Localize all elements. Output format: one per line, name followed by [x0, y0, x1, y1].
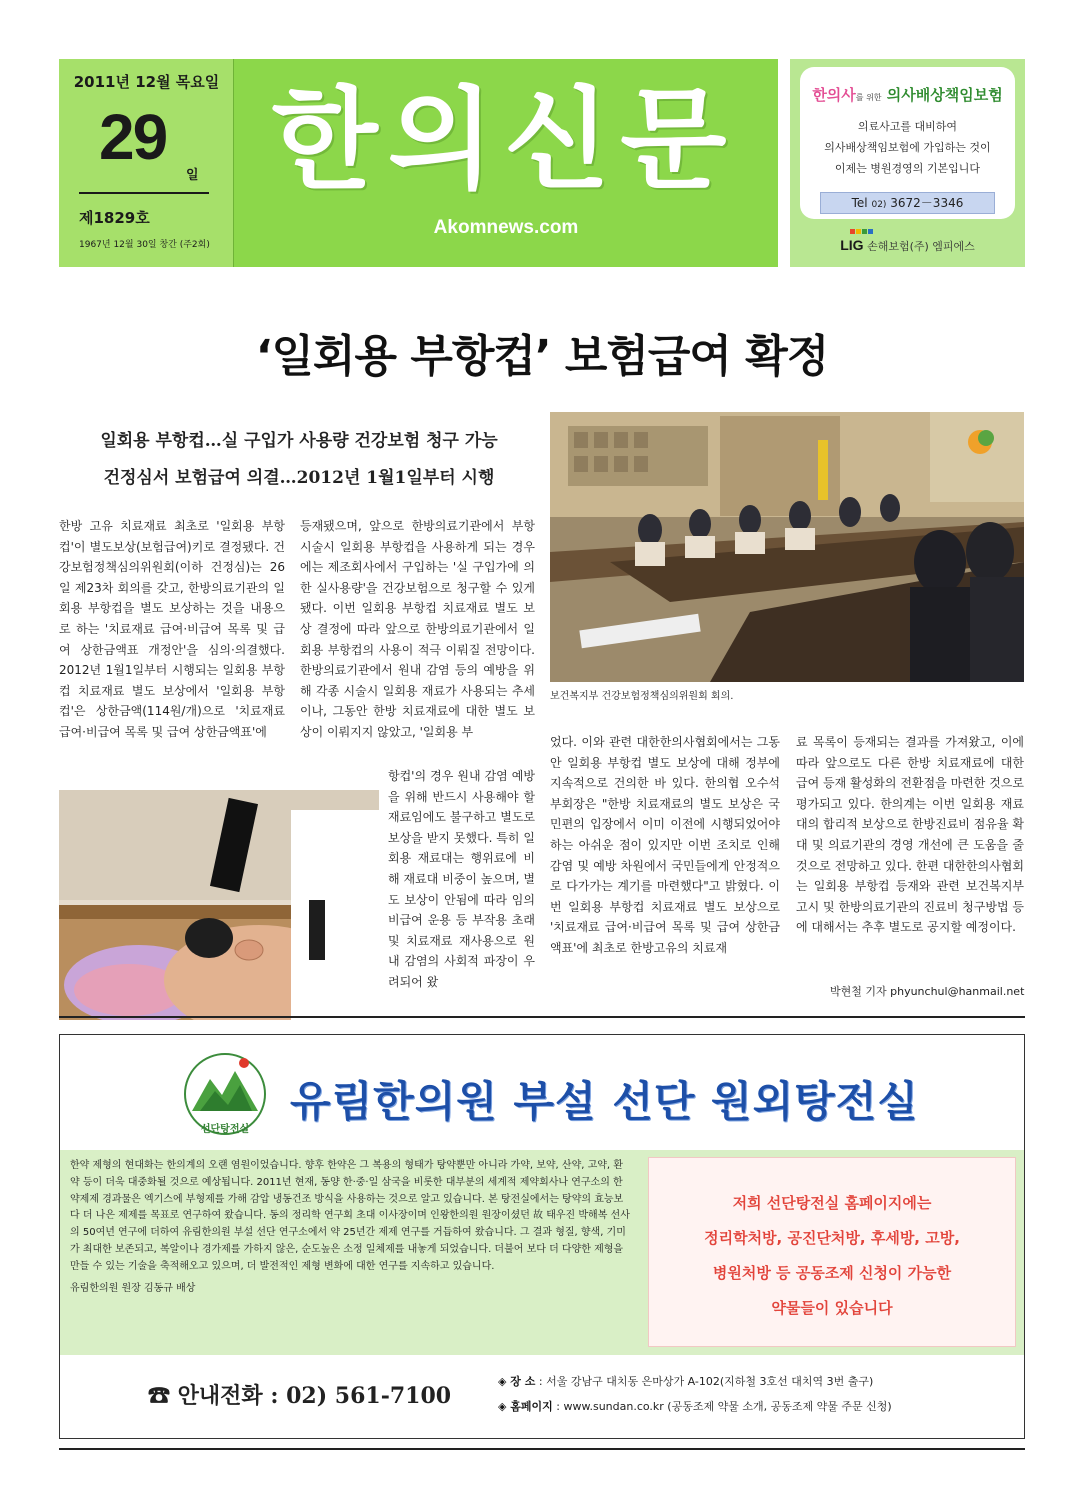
homepage-label: ◈ 홈페이지 — [498, 1400, 553, 1413]
tel-number: 3672－3346 — [890, 196, 964, 210]
sundan-ad[interactable] — [59, 1034, 1025, 1439]
sundan-address — [498, 1373, 873, 1389]
divider — [79, 192, 209, 194]
article-column-1: 한방 고유 치료재료 최초로 '일회용 부항컵'이 별도보상(보험급여)키로 결정됐다. 건강보험정책심의위원회(이하 건정심)는 26일 제23차 회의를 갖고, 한방의료기관의 일회용 부항컵을 별도 보상하는 것을 내용으로 하는 '치료재료 급여·비급여 목록 및 급여 상한금액표 개정안'을 심의·의결했다. 2012년 1월1일부터 시행되는 일회용 부항컵 치료재료 별도 보상에서 '일회용 부항컵'은 상한금액(114원/개)으로 '치료재료 급여·비급여 목록 및 급여 상한금액표'에 — [59, 519, 285, 739]
sundan-ad-body-area — [60, 1150, 1024, 1355]
masthead — [59, 59, 778, 267]
sundan-ad-body: 한약 제형의 현대화는 한의계의 오랜 염원이었습니다. 향후 한약은 그 복용의 형태가 탕약뿐만 아니라 가약, 보약, 산약, 고약, 환약 등이 더욱 대중화될 것으로 예상됩니다. 2011년 현재, 동양 한·중·일 삼국을 비롯한 대부분의 세계적 제약회사나 연구소의 한약제제 경과물은 엑기스에 부형제를 가해 감압 냉동건조 방식을 사용하는 것으로 알고 있습니다. 본 탕전실에서는 탕약의 효능보다 더 나은 제제를 목표로 연구하여 왔습니다. 동의 정리학 연구회 초대 이사장이며 인왕한의원 원장이셨던 故 태우진 박해복 선사의 50여년 연구에 더하여 유림한의원 부설 선단 연구소에서 약 25년간 제제 연구를 거듭하여 왔습니다. 그 결과 형질, 향색, 기미가 최대한 보존되고, 복알이나 경가제를 가하지 않은, 순도높은 소정 일체제를 내놓게 되었습니다. 더불어 보다 더 다양한 제형을 만들 수 있는 기술을 축적해오고 있으며, 더 발전적인 제형 변화에 대한 연구를 지속하고 있습니다. — [70, 1160, 630, 1272]
address-value: : 서울 강남구 대치동 은마상가 A-102(지하철 3호선 대치역 3번 출구) — [538, 1375, 874, 1388]
insurance-ad-title — [790, 84, 1025, 105]
sundan-ad-notice — [648, 1157, 1016, 1347]
article-subhead: 건정심서 보험급여 의결…2012년 1월1일부터 시행 — [103, 468, 495, 488]
article-column-3: 었다. 이와 관련 대한한의사협회에서는 그동안 일회용 부항컵 별도 보상에 대해 정부에 지속적으로 건의한 바 있다. 한의협 오수석 부회장은 "한방 치료재료의 별도 보상은 국민편의 입장에서 이미 이전에 시행되었어야 하는 아쉬운 점이 있지만 이번 조치로 인해 감염 및 예방 차원에서 국민들에게 안정적으로 다가가는 계기를 마련했다"고 밝혔다. 이번 일회용 부항컵 치료재료 별도 보상으로 '치료재료 급여·비급여 목록 및 급여 상한금액표'에 최초로 한방고유의 치료재 — [550, 735, 780, 955]
notice-line: 약물들이 있습니다 — [771, 1299, 893, 1317]
photo-caption: 보건복지부 건강보험정책심의위원회 회의. — [550, 691, 734, 702]
founded-note: 1967년 12월 30일 창간 (주2회) — [79, 240, 210, 250]
meeting-photo — [550, 412, 1024, 682]
issue-day-unit: 일 — [186, 168, 199, 183]
issue-day: 29 — [99, 101, 167, 173]
cupping-photo — [59, 790, 379, 1020]
divider — [59, 1448, 1025, 1450]
date-box — [59, 59, 234, 267]
sundan-ad-signature: 유림한의원 원장 김동규 배상 — [70, 1282, 196, 1294]
newspaper-url[interactable]: Akomnews.com — [433, 217, 579, 238]
article-column-2: 등재됐으며, 앞으로 한방의료기관에서 부항시술시 일회용 부항컵을 사용하게 되는 경우에는 제조회사에서 구입하는 '실 구입가에 의한 실사용량'을 건강보험으로 청구할 수 있게 됐다. 이번 일회용 부항컵 치료재료 별도 보상 결정에 따라 앞으로 한방의료기관에서 일회용 부항컵의 사용이 적극 이뤄질 전망이다. 한방의료기관에서 원내 감염 등의 예방을 위해 각종 시술시 일회용 재료가 사용되는 추세이나, 그동안 한방 치료재료에 대한 별도 보상이 이뤄지지 않았고, '일회용 부 — [300, 519, 535, 739]
ad-title-green: 의사배상책임보험 — [886, 86, 1003, 104]
ad-title-pink: 한의사 — [812, 86, 856, 104]
insurance-ad[interactable] — [790, 59, 1025, 267]
newspaper-title: 한의신문 — [271, 75, 737, 204]
divider — [59, 1016, 1025, 1018]
address-label: ◈ 장 소 — [498, 1375, 536, 1388]
lig-logo-icon — [850, 227, 876, 237]
sundan-logo-text: 선단탕전실 — [200, 1124, 250, 1135]
meeting-photo-image — [550, 412, 1024, 682]
homepage-value[interactable]: : www.sundan.co.kr (공동조제 약물 소개, 공동조제 약물 주문 신청) — [556, 1400, 892, 1413]
insurance-ad-brand — [790, 237, 1025, 254]
sundan-homepage[interactable] — [498, 1398, 892, 1414]
brand-text: 손해보험(주) 엠피에스 — [867, 240, 975, 253]
notice-line: 저희 선단탕전실 홈페이지에는 — [732, 1194, 932, 1212]
issue-date: 2011년 12월 목요일 — [73, 73, 220, 91]
sundan-ad-header — [60, 1035, 1024, 1150]
article-subhead: 일회용 부항컵…실 구입가 사용량 건강보험 청구 가능 — [100, 431, 498, 451]
insurance-ad-line: 의료사고를 대비하여 — [857, 120, 958, 133]
cupping-photo-image — [59, 790, 379, 1020]
tel-label: Tel — [851, 196, 868, 210]
article-byline: 박현철 기자 phyunchul@hanmail.net — [830, 985, 1025, 998]
sundan-ad-body-box — [70, 1158, 630, 1348]
article-headline: ‘일회용 부항컵’ 보험급여 확정 — [255, 331, 829, 382]
sundan-phone[interactable]: ☎ 안내전화 : 02) 561-7100 — [148, 1383, 452, 1409]
ad-title-small: 를 위한 — [855, 93, 882, 102]
sundan-ad-title: 유림한의원 부설 선단 원외탕전실 — [290, 1077, 919, 1126]
notice-line: 정리학처방, 공진단처방, 후세방, 고방, — [704, 1229, 960, 1247]
insurance-ad-line: 의사배상책임보험에 가입하는 것이 — [824, 141, 991, 154]
issue-number: 제1829호 — [79, 209, 150, 227]
sundan-ad-footer — [60, 1355, 1024, 1438]
insurance-ad-phone[interactable] — [820, 192, 995, 214]
notice-line: 병원처방 등 공동조제 신청이 가능한 — [712, 1264, 952, 1282]
insurance-ad-line: 이제는 병원경영의 기본입니다 — [834, 162, 981, 175]
tel-area: 02) — [871, 200, 887, 210]
article-column-2-continued: 항컵'의 경우 원내 감염 예방을 위해 반드시 사용해야 할 재료임에도 불구하고 별도로 보상을 받지 못했다. 특히 일회용 재료대는 행위료에 비해 재료대 비중이 높으며, 별도 보상이 안됨에 따라 임의 비급여 운용 등 부작용 초래 및 치료재료 재사용으로 원내 감염의 사회적 파장이 우려되어 왔 — [388, 769, 535, 989]
article-column-4: 료 목록이 등재되는 결과를 가져왔고, 이에 따라 앞으로도 다른 한방 치료재료에 대한 급여 등재 활성화의 전환점을 마련한 것으로 평가되고 있다. 한의계는 이번 일회용 재료대의 합리적 보상으로 한방진료비 점유율 확대 및 의료기관의 경영 개선에 큰 도움을 줄 것으로 전망하고 있다. 한편 대한한의사협회는 일회용 부항컵 등재와 관련 보건복지부 고시 및 한방의료기관의 진료비 청구방법 등에 대해서는 추후 별도로 공지할 예정이다. — [796, 735, 1024, 935]
brand-logo-text: LIG — [840, 237, 864, 253]
